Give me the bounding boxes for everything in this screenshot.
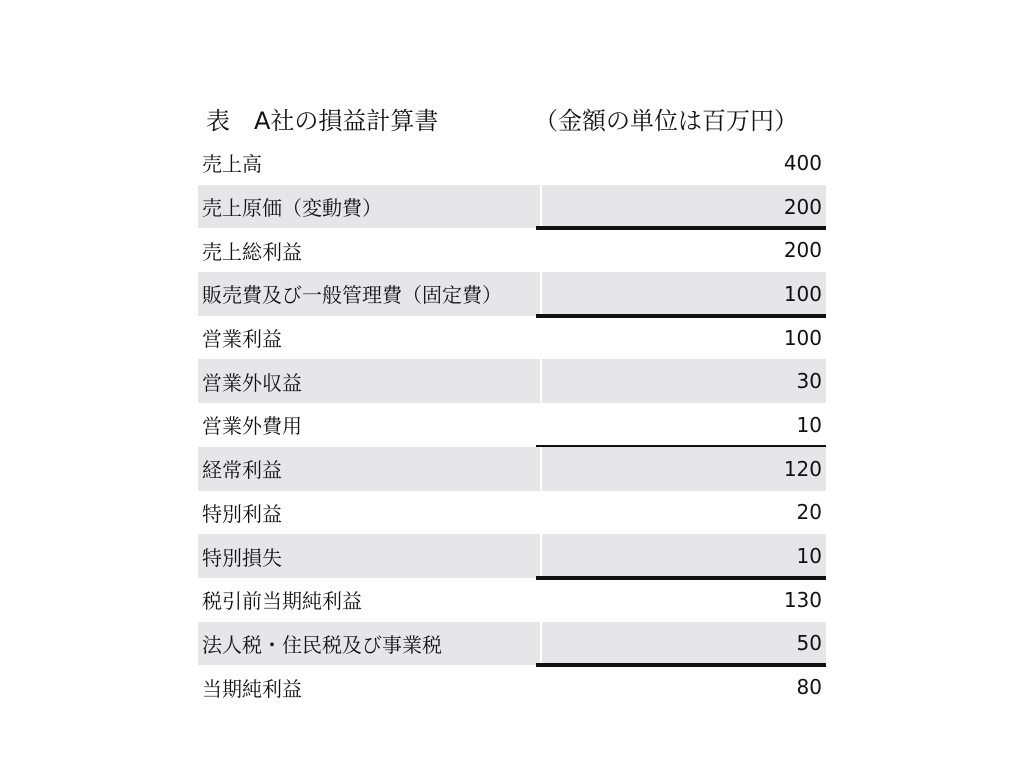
table-row [198,185,826,229]
table-row [198,403,826,447]
row-value: 200 [540,185,826,229]
row-value: 200 [783,238,822,263]
row-value: 30 [540,359,826,403]
row-label: 売上高 [202,152,262,177]
row-label: 営業外費用 [202,414,302,439]
row-label: 税引前当期純利益 [202,589,362,614]
table-unit-note: （金額の単位は百万円） [534,107,798,135]
table-row [198,447,826,491]
table-row [198,228,826,272]
table-title [206,101,821,141]
row-value: 20 [796,500,822,525]
row-value: 130 [783,587,822,612]
row-value: 120 [540,447,826,491]
table-row [198,491,826,535]
row-value: 10 [796,412,822,437]
row-value: 400 [783,150,822,175]
table-row [198,359,826,403]
row-label: 売上総利益 [202,239,302,264]
table-row [198,141,826,185]
row-value: 100 [540,272,826,316]
table-row [198,272,826,316]
row-value: 100 [783,325,822,350]
table-row [198,578,826,622]
row-label: 特別損失 [202,545,282,570]
income-statement-table [198,141,826,709]
row-label: 販売費及び一般管理費（固定費） [202,283,502,308]
table-title-main: 表 A社の損益計算書 [206,107,439,135]
row-label: 売上原価（変動費） [202,196,382,221]
row-label: 法人税・住民税及び事業税 [202,632,442,657]
row-value: 50 [540,622,826,666]
table-row [198,316,826,360]
row-label: 当期純利益 [202,676,302,701]
row-label: 営業利益 [202,327,282,352]
row-label: 営業外収益 [202,370,302,395]
table-row [198,622,826,666]
table-row [198,534,826,578]
row-label: 経常利益 [202,458,282,483]
row-value: 80 [796,675,822,700]
row-value: 10 [540,534,826,578]
row-label: 特別利益 [202,501,282,526]
table-row [198,665,826,709]
